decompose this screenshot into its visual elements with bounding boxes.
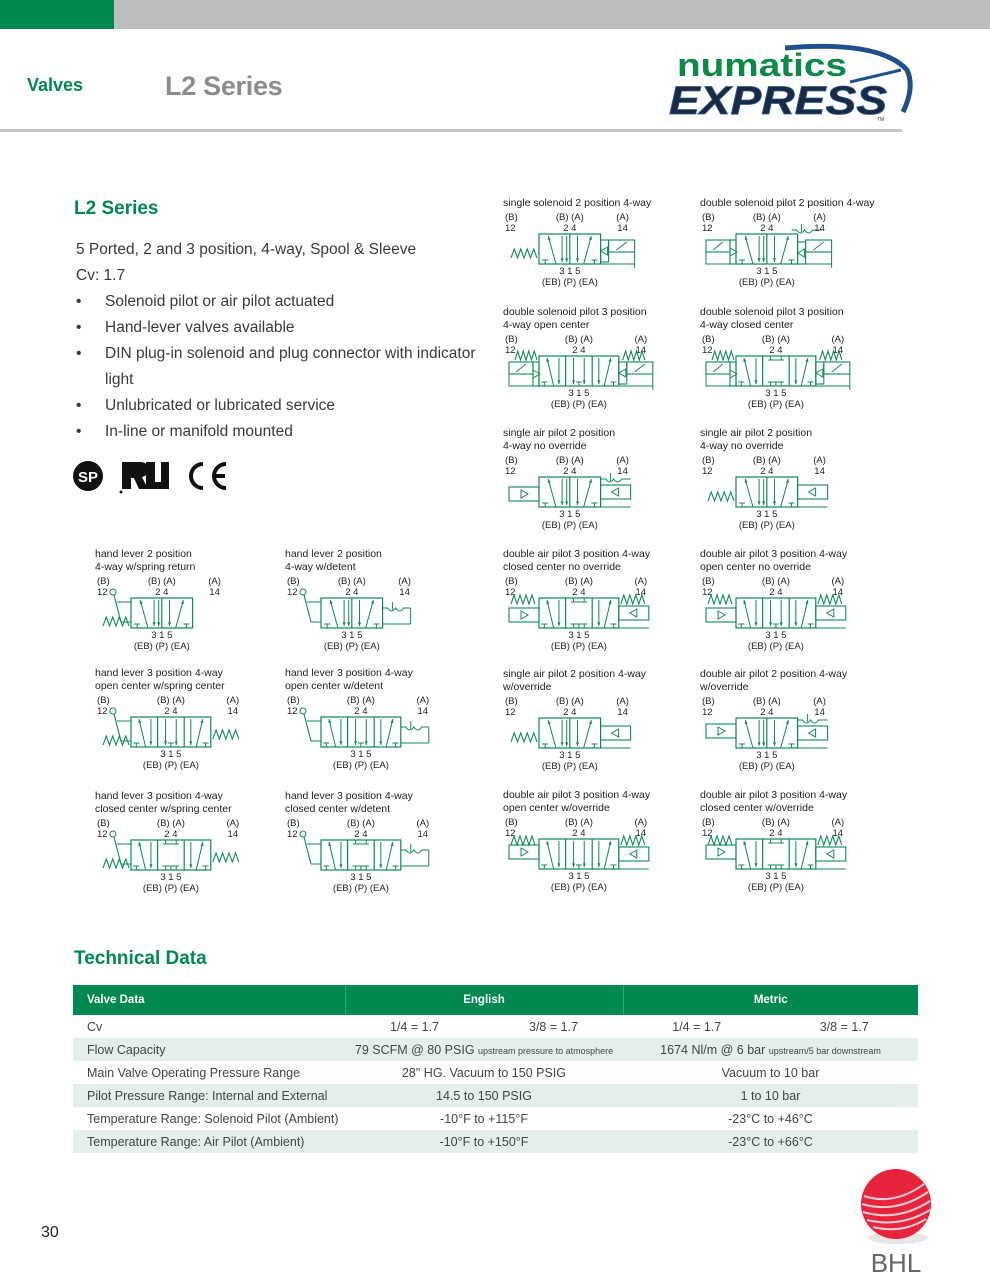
diagram-caption: open center w/override — [503, 802, 610, 814]
valve-diagram — [95, 548, 300, 654]
svg-text:14: 14 — [814, 466, 825, 477]
diagram-caption: 4-way no override — [503, 440, 587, 452]
svg-text:(A): (A) — [616, 212, 629, 223]
svg-text:(EB) (P) (EA): (EB) (P) (EA) — [332, 883, 389, 894]
svg-text:(A): (A) — [226, 695, 240, 706]
valve-diagram — [95, 790, 300, 896]
svg-text:14: 14 — [814, 707, 825, 718]
svg-text:(A): (A) — [616, 455, 629, 466]
svg-text:12: 12 — [702, 345, 713, 356]
svg-text:3 1 5: 3 1 5 — [765, 388, 787, 399]
table-row — [73, 1038, 918, 1061]
cell-value: 1 to 10 bar — [623, 1084, 918, 1107]
valve-schematic-icon — [95, 816, 295, 896]
svg-text:12: 12 — [702, 707, 713, 718]
svg-text:12: 12 — [505, 466, 516, 477]
valve-schematic-icon — [503, 332, 703, 412]
svg-text:(A): (A) — [813, 455, 826, 466]
diagram-caption: hand lever 2 position — [285, 548, 382, 560]
svg-text:12: 12 — [505, 223, 516, 234]
diagram-caption: hand lever 3 position 4-way — [285, 790, 413, 802]
svg-text:14: 14 — [617, 707, 628, 718]
cell-value: -23°C to +66°C — [623, 1130, 918, 1153]
feature-item: • Solenoid pilot or air pilot actuated — [76, 289, 476, 315]
diagram-caption: single solenoid 2 position 4-way — [503, 197, 652, 209]
ur-mark-icon — [118, 458, 170, 494]
svg-text:12: 12 — [702, 828, 713, 839]
svg-text:(B): (B) — [287, 818, 300, 829]
diagram-caption: open center w/spring center — [95, 680, 225, 692]
valve-schematic-icon — [503, 574, 703, 654]
row-label: Temperature Range: Solenoid Pilot (Ambient) — [87, 1111, 339, 1126]
row-label: Cv — [87, 1019, 103, 1034]
svg-text:(EB) (P) (EA): (EB) (P) (EA) — [541, 277, 598, 288]
table-header-row — [73, 985, 918, 1015]
svg-text:(A): (A) — [416, 695, 430, 706]
intro-block — [76, 237, 476, 445]
svg-text:(EB) (P) (EA): (EB) (P) (EA) — [738, 520, 795, 531]
feature-item: • DIN plug-in solenoid and plug connector with indicator light — [76, 341, 476, 393]
svg-text:(EB) (P) (EA): (EB) (P) (EA) — [323, 641, 380, 652]
page-title: L2 Series — [165, 71, 283, 101]
svg-text:(B) (A): (B) (A) — [752, 696, 781, 707]
diagram-caption: closed center no override — [503, 561, 621, 573]
svg-text:(B): (B) — [97, 818, 110, 829]
svg-text:2 4: 2 4 — [572, 587, 586, 598]
cell-value: 14.5 to 150 PSIG — [345, 1084, 623, 1107]
diagram-caption: double solenoid pilot 3 position — [503, 306, 647, 318]
top-color-bar — [0, 0, 990, 29]
cell-note: upstream pressure to atmosphere — [478, 1045, 614, 1056]
svg-text:2 4: 2 4 — [164, 706, 178, 717]
valve-schematic-icon — [503, 453, 703, 533]
feature-item: • Unlubricated or lubricated service — [76, 393, 476, 419]
svg-text:(A): (A) — [208, 576, 221, 587]
svg-text:(B): (B) — [505, 212, 518, 223]
valve-schematic-icon — [95, 574, 295, 654]
valve-diagram — [503, 306, 708, 412]
svg-text:14: 14 — [832, 345, 844, 356]
diagram-caption: open center w/detent — [285, 680, 384, 692]
svg-text:2 4: 2 4 — [769, 828, 783, 839]
valve-diagram — [285, 790, 490, 896]
valve-diagram — [700, 197, 905, 290]
diagram-caption: open center no override — [700, 561, 811, 573]
svg-text:3 1 5: 3 1 5 — [568, 388, 590, 399]
svg-text:(EB) (P) (EA): (EB) (P) (EA) — [550, 882, 607, 893]
svg-text:2 4: 2 4 — [572, 345, 586, 356]
svg-text:(B): (B) — [505, 696, 518, 707]
svg-text:3 1 5: 3 1 5 — [559, 509, 581, 520]
svg-text:2 4: 2 4 — [769, 587, 783, 598]
svg-text:(B): (B) — [505, 817, 518, 828]
csa-mark-icon — [72, 458, 104, 494]
column-header-valve-data: Valve Data — [73, 985, 345, 1015]
valve-diagram — [285, 667, 490, 773]
certification-marks — [72, 456, 230, 496]
valve-schematic-icon — [503, 694, 703, 774]
cell-value: -10°F to +150°F — [345, 1130, 623, 1153]
svg-text:(EB) (P) (EA): (EB) (P) (EA) — [747, 641, 804, 652]
svg-text:3 1 5: 3 1 5 — [559, 750, 581, 761]
technical-data-title: Technical Data — [74, 948, 207, 969]
svg-text:(B) (A): (B) (A) — [752, 455, 781, 466]
cell-value: Vacuum to 10 bar — [721, 1065, 820, 1080]
diagram-caption: 4-way w/spring return — [95, 561, 196, 573]
svg-text:2 4: 2 4 — [760, 707, 774, 718]
bhl-logo — [854, 1166, 939, 1276]
svg-text:14: 14 — [635, 345, 647, 356]
svg-text:2 4: 2 4 — [354, 706, 368, 717]
svg-text:2 4: 2 4 — [760, 466, 774, 477]
svg-text:(A): (A) — [831, 817, 845, 828]
row-label: Temperature Range: Air Pilot (Ambient) — [73, 1130, 345, 1153]
cell-note: upstream/5 bar downstream — [768, 1045, 881, 1056]
valve-schematic-icon — [700, 574, 900, 654]
svg-text:(B): (B) — [702, 334, 715, 345]
valve-schematic-icon — [285, 816, 485, 896]
svg-text:(B): (B) — [702, 455, 715, 466]
svg-text:(B) (A): (B) (A) — [156, 818, 185, 829]
svg-text:3 1 5: 3 1 5 — [151, 630, 173, 641]
valve-diagram — [700, 548, 905, 654]
svg-text:3 1 5: 3 1 5 — [756, 266, 778, 277]
svg-text:12: 12 — [702, 587, 713, 598]
valve-schematic-icon — [700, 453, 900, 533]
cell-value: 1/4 = 1.7 — [390, 1019, 439, 1034]
svg-text:2 4: 2 4 — [563, 466, 577, 477]
svg-text:14: 14 — [227, 829, 239, 840]
diagram-caption: closed center w/override — [700, 802, 814, 814]
column-header-metric: Metric — [623, 985, 918, 1015]
diagram-caption: hand lever 2 position — [95, 548, 192, 560]
technical-data-table — [73, 985, 918, 1153]
svg-text:2 4: 2 4 — [563, 707, 577, 718]
svg-text:(EB) (P) (EA): (EB) (P) (EA) — [738, 277, 795, 288]
svg-text:3 1 5: 3 1 5 — [350, 872, 372, 883]
svg-text:2 4: 2 4 — [572, 828, 586, 839]
svg-text:14: 14 — [417, 706, 429, 717]
diagram-caption: double solenoid pilot 2 position 4-way — [700, 197, 875, 209]
svg-text:14: 14 — [832, 828, 844, 839]
diagram-caption: 4-way open center — [503, 319, 590, 331]
svg-text:(B) (A): (B) (A) — [346, 818, 375, 829]
svg-text:(A): (A) — [634, 576, 648, 587]
svg-text:(EB) (P) (EA): (EB) (P) (EA) — [541, 520, 598, 531]
valve-schematic-icon — [700, 815, 900, 895]
svg-text:(B): (B) — [287, 576, 300, 587]
svg-text:(A): (A) — [634, 334, 648, 345]
svg-text:14: 14 — [617, 466, 628, 477]
diagram-caption: w/override — [503, 681, 552, 693]
feature-list — [76, 289, 476, 445]
valve-schematic-icon — [700, 210, 900, 290]
svg-text:3 1 5: 3 1 5 — [559, 266, 581, 277]
svg-text:(B): (B) — [702, 576, 715, 587]
diagram-caption: double air pilot 3 position 4-way — [503, 548, 651, 560]
diagram-caption: hand lever 3 position 4-way — [95, 667, 223, 679]
diagram-caption: hand lever 3 position 4-way — [95, 790, 223, 802]
svg-text:14: 14 — [635, 828, 647, 839]
svg-text:(B): (B) — [505, 455, 518, 466]
svg-text:(EB) (P) (EA): (EB) (P) (EA) — [142, 883, 199, 894]
svg-text:(B) (A): (B) (A) — [555, 696, 584, 707]
svg-text:12: 12 — [97, 587, 108, 598]
diagram-caption: double air pilot 3 position 4-way — [503, 789, 651, 801]
svg-text:12: 12 — [505, 707, 516, 718]
svg-text:2 4: 2 4 — [760, 223, 774, 234]
valve-diagram — [503, 668, 708, 774]
svg-text:3 1 5: 3 1 5 — [350, 749, 372, 760]
svg-text:(B): (B) — [97, 576, 110, 587]
svg-text:12: 12 — [97, 706, 108, 717]
svg-text:3 1 5: 3 1 5 — [765, 630, 787, 641]
svg-text:14: 14 — [227, 706, 239, 717]
section-label: Valves — [27, 75, 84, 95]
diagram-caption: single air pilot 2 position 4-way — [503, 668, 646, 680]
svg-text:(A): (A) — [226, 818, 240, 829]
svg-text:(EB) (P) (EA): (EB) (P) (EA) — [747, 399, 804, 410]
diagram-caption: double air pilot 3 position 4-way — [700, 548, 848, 560]
table-row — [73, 1107, 918, 1130]
svg-text:(EB) (P) (EA): (EB) (P) (EA) — [550, 641, 607, 652]
valve-diagram — [285, 548, 490, 654]
svg-text:12: 12 — [702, 223, 713, 234]
logo-numatics-text: numatics — [677, 47, 847, 83]
table-row — [73, 1130, 918, 1153]
row-label: Pilot Pressure Range: Internal and External — [73, 1084, 345, 1107]
svg-text:14: 14 — [814, 223, 825, 234]
cell-value: -10°F to +115°F — [440, 1111, 528, 1126]
row-label: Flow Capacity — [73, 1038, 345, 1061]
diagram-caption: 4-way no override — [700, 440, 784, 452]
svg-text:14: 14 — [617, 223, 628, 234]
svg-text:(B): (B) — [287, 695, 300, 706]
svg-text:(EB) (P) (EA): (EB) (P) (EA) — [738, 761, 795, 772]
diagram-caption: single air pilot 2 position — [700, 427, 813, 439]
svg-text:(A): (A) — [831, 576, 845, 587]
svg-text:(A): (A) — [813, 696, 826, 707]
svg-text:2 4: 2 4 — [155, 587, 169, 598]
cell-value: 3/8 = 1.7 — [529, 1019, 578, 1034]
svg-text:(B): (B) — [702, 696, 715, 707]
svg-text:3 1 5: 3 1 5 — [568, 871, 590, 882]
svg-text:(B) (A): (B) (A) — [761, 576, 790, 587]
column-header-english: English — [345, 985, 623, 1015]
diagram-caption: double air pilot 2 position 4-way — [700, 668, 848, 680]
svg-text:(B): (B) — [702, 817, 715, 828]
svg-text:(A): (A) — [398, 576, 411, 587]
intro-description: 5 Ported, 2 and 3 position, 4-way, Spool & Sleeve — [76, 241, 417, 258]
svg-text:(B) (A): (B) (A) — [761, 334, 790, 345]
valve-schematic-icon — [285, 693, 485, 773]
cell-value: 79 SCFM @ 80 PSIG — [354, 1042, 475, 1057]
table-row — [73, 1084, 918, 1107]
cell-value: 1674 Nl/m @ 6 bar — [660, 1042, 766, 1057]
diagram-caption: closed center w/spring center — [95, 803, 232, 815]
svg-text:(B) (A): (B) (A) — [346, 695, 375, 706]
row-label: Main Valve Operating Pressure Range — [87, 1065, 301, 1080]
table-row — [73, 1061, 918, 1084]
svg-text:(B) (A): (B) (A) — [752, 212, 781, 223]
svg-text:3 1 5: 3 1 5 — [756, 750, 778, 761]
svg-text:12: 12 — [702, 466, 713, 477]
svg-text:(A): (A) — [831, 334, 845, 345]
valve-diagram — [503, 427, 708, 533]
series-title: L2 Series — [74, 198, 159, 219]
diagram-caption: single air pilot 2 position — [503, 427, 616, 439]
bhl-text: BHL — [870, 1248, 922, 1276]
valve-schematic-icon — [285, 574, 485, 654]
intro-cv: Cv: 1.7 — [76, 267, 126, 284]
diagram-caption: double solenoid pilot 3 position — [700, 306, 844, 318]
svg-text:3 1 5: 3 1 5 — [160, 749, 182, 760]
svg-text:(EB) (P) (EA): (EB) (P) (EA) — [332, 760, 389, 771]
svg-text:(A): (A) — [813, 212, 826, 223]
logo-tm: TM — [877, 117, 885, 122]
svg-text:(B) (A): (B) (A) — [564, 576, 593, 587]
cell-value: 3/8 = 1.7 — [819, 1019, 869, 1034]
cell-value: -23°C to +46°C — [728, 1111, 813, 1126]
logo-express-text: EXPRESS — [669, 79, 888, 122]
svg-text:14: 14 — [417, 829, 429, 840]
valve-diagram — [700, 789, 905, 895]
svg-text:(EB) (P) (EA): (EB) (P) (EA) — [133, 641, 190, 652]
page-number: 30 — [41, 1224, 59, 1241]
section-color-tab — [0, 0, 114, 29]
svg-text:12: 12 — [505, 828, 516, 839]
svg-text:(A): (A) — [634, 817, 648, 828]
svg-text:12: 12 — [505, 345, 516, 356]
svg-text:3 1 5: 3 1 5 — [756, 509, 778, 520]
svg-text:14: 14 — [635, 587, 647, 598]
feature-item: • Hand-lever valves available — [76, 315, 476, 341]
svg-text:12: 12 — [287, 829, 298, 840]
diagram-caption: w/override — [700, 681, 749, 693]
svg-text:(B) (A): (B) (A) — [564, 817, 593, 828]
ce-mark-icon — [184, 458, 230, 494]
valve-schematic-icon — [503, 210, 703, 290]
svg-text:(EB) (P) (EA): (EB) (P) (EA) — [747, 882, 804, 893]
svg-text:2 4: 2 4 — [354, 829, 368, 840]
valve-diagram — [503, 548, 708, 654]
svg-text:3 1 5: 3 1 5 — [160, 872, 182, 883]
svg-text:3 1 5: 3 1 5 — [765, 871, 787, 882]
valve-diagram — [700, 668, 905, 774]
diagram-caption: double air pilot 3 position 4-way — [700, 789, 848, 801]
numatics-express-logo — [665, 42, 915, 122]
diagram-caption: hand lever 3 position 4-way — [285, 667, 413, 679]
svg-text:(B) (A): (B) (A) — [156, 695, 185, 706]
svg-text:(B) (A): (B) (A) — [564, 334, 593, 345]
svg-text:(B): (B) — [702, 212, 715, 223]
svg-text:SP: SP — [77, 469, 99, 486]
svg-text:12: 12 — [97, 829, 108, 840]
svg-text:2 4: 2 4 — [563, 223, 577, 234]
svg-text:(EB) (P) (EA): (EB) (P) (EA) — [142, 760, 199, 771]
header-divider — [0, 129, 902, 132]
svg-text:(EB) (P) (EA): (EB) (P) (EA) — [550, 399, 607, 410]
valve-schematic-icon — [700, 332, 900, 412]
svg-text:(B): (B) — [505, 576, 518, 587]
svg-text:3 1 5: 3 1 5 — [341, 630, 363, 641]
valve-diagram — [503, 197, 708, 290]
svg-text:(B) (A): (B) (A) — [147, 576, 176, 587]
svg-text:(A): (A) — [416, 818, 430, 829]
valve-diagram — [95, 667, 300, 773]
svg-text:(B): (B) — [505, 334, 518, 345]
feature-item: • In-line or manifold mounted — [76, 419, 476, 445]
cell-value: 1/4 = 1.7 — [672, 1019, 722, 1034]
svg-text:12: 12 — [287, 587, 298, 598]
svg-text:2 4: 2 4 — [345, 587, 359, 598]
diagram-caption: closed center w/detent — [285, 803, 391, 815]
svg-text:(B) (A): (B) (A) — [337, 576, 366, 587]
svg-text:(B) (A): (B) (A) — [555, 455, 584, 466]
valve-schematic-icon — [700, 694, 900, 774]
cell-value: 28" HG. Vacuum to 150 PSIG — [401, 1065, 566, 1080]
svg-text:(EB) (P) (EA): (EB) (P) (EA) — [541, 761, 598, 772]
diagram-caption: 4-way w/detent — [285, 561, 356, 573]
svg-text:(B) (A): (B) (A) — [761, 817, 790, 828]
valve-schematic-icon — [503, 815, 703, 895]
svg-text:3 1 5: 3 1 5 — [568, 630, 590, 641]
svg-text:2 4: 2 4 — [164, 829, 178, 840]
table-row — [73, 1015, 918, 1038]
svg-text:12: 12 — [287, 706, 298, 717]
svg-text:(B) (A): (B) (A) — [555, 212, 584, 223]
svg-text:12: 12 — [505, 587, 516, 598]
svg-text:(A): (A) — [616, 696, 629, 707]
svg-text:2 4: 2 4 — [769, 345, 783, 356]
valve-diagram — [503, 789, 708, 895]
valve-diagram — [700, 306, 905, 412]
svg-text:14: 14 — [209, 587, 220, 598]
svg-text:(B): (B) — [97, 695, 110, 706]
valve-schematic-icon — [95, 693, 295, 773]
svg-text:14: 14 — [832, 587, 844, 598]
diagram-caption: 4-way closed center — [700, 319, 794, 331]
valve-diagram — [700, 427, 905, 533]
svg-text:14: 14 — [399, 587, 410, 598]
